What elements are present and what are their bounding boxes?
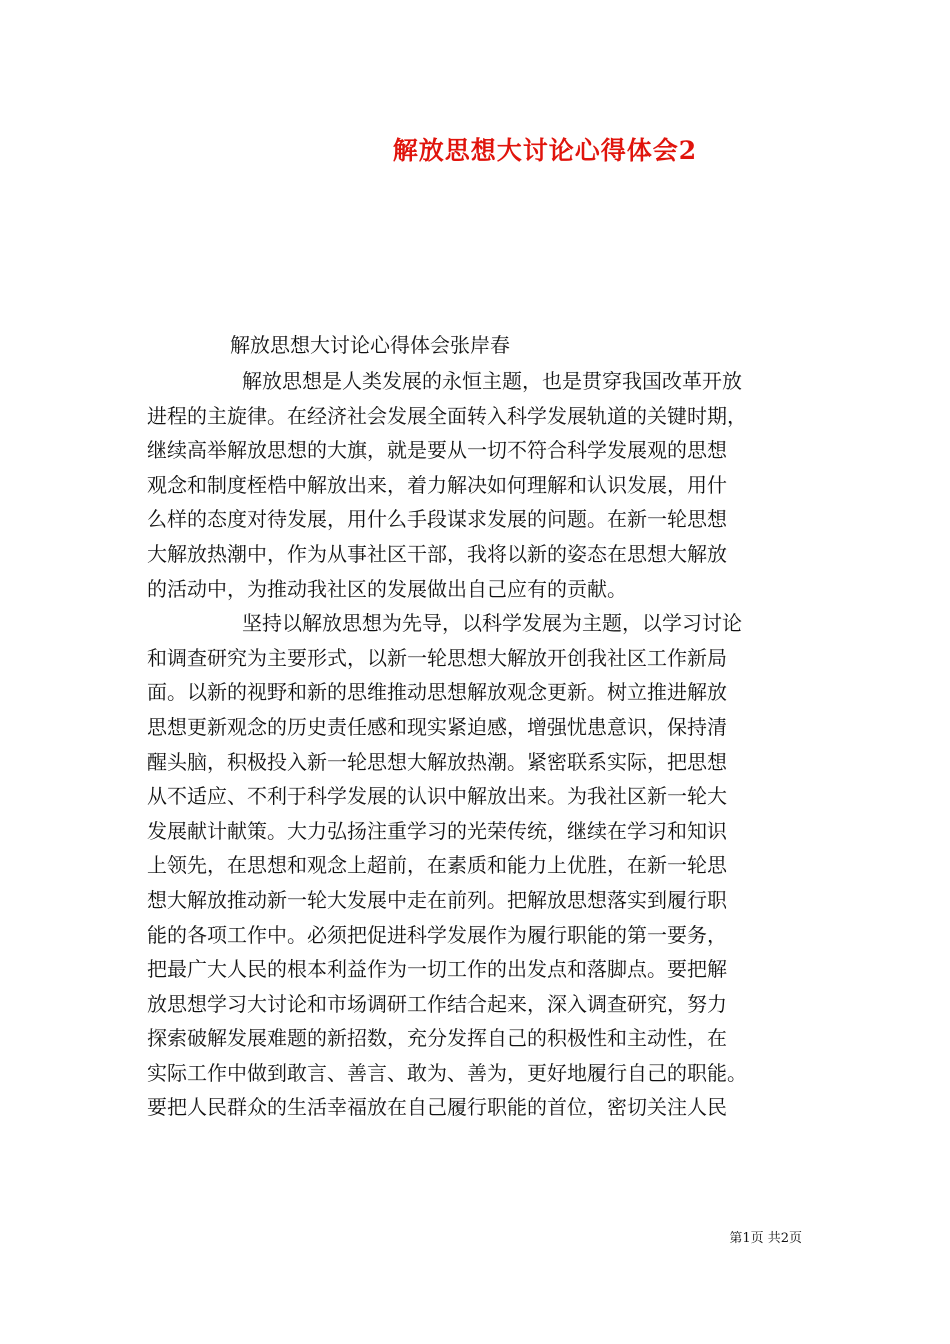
- body-line: 想大解放推动新一轮大发展中走在前列。把解放思想落实到履行职: [147, 887, 727, 912]
- body-line: 么样的态度对待发展，用什么手段谋求发展的问题。在新一轮思想: [147, 507, 727, 532]
- body-line: 解放思想是人类发展的永恒主题，也是贯穿我国改革开放: [242, 369, 742, 393]
- body-line: 从不适应、不利于科学发展的认识中解放出来。为我社区新一轮大: [147, 784, 727, 809]
- body-line: 醒头脑，积极投入新一轮思想大解放热潮。紧密联系实际，把思想: [147, 749, 727, 774]
- page-number-footer: 第1页 共2页: [729, 1231, 802, 1246]
- body-line: 坚持以解放思想为先导，以科学发展为主题，以学习讨论: [242, 611, 742, 636]
- body-line: 和调查研究为主要形式，以新一轮思想大解放开创我社区工作新局: [147, 645, 727, 670]
- document-body: [147, 364, 827, 1125]
- body-line: 进程的主旋律。在经济社会发展全面转入科学发展轨道的关键时期，: [147, 403, 747, 428]
- body-line: 实际工作中做到敢言、善言、敢为、善为，更好地履行自己的职能。: [147, 1060, 747, 1085]
- body-line: 把最广大人民的根本利益作为一切工作的出发点和落脚点。要把解: [147, 957, 727, 982]
- document-subtitle: 解放思想大讨论心得体会张岸春: [230, 333, 510, 357]
- body-line: 面。以新的视野和新的思维推动思想解放观念更新。树立推进解放: [147, 680, 727, 705]
- body-line: 探索破解发展难题的新招数，充分发挥自己的积极性和主动性，在: [147, 1026, 727, 1051]
- body-line: 能的各项工作中。必须把促进科学发展作为履行职能的第一要务，: [147, 922, 727, 947]
- body-line: 放思想学习大讨论和市场调研工作结合起来，深入调查研究，努力: [147, 991, 727, 1016]
- body-line: 要把人民群众的生活幸福放在自己履行职能的首位，密切关注人民: [147, 1095, 727, 1120]
- body-line: 上领先，在思想和观念上超前，在素质和能力上优胜，在新一轮思: [147, 853, 727, 878]
- body-line: 继续高举解放思想的大旗，就是要从一切不符合科学发展观的思想: [147, 438, 727, 463]
- body-line: 观念和制度桎梏中解放出来，着力解决如何理解和认识发展，用什: [147, 472, 727, 497]
- body-line: 发展献计献策。大力弘扬注重学习的光荣传统，继续在学习和知识: [147, 818, 727, 843]
- body-line: 大解放热潮中，作为从事社区干部，我将以新的姿态在思想大解放: [147, 541, 727, 566]
- document-title: 解放思想大讨论心得体会2: [392, 136, 698, 165]
- body-line: 的活动中，为推动我社区的发展做出自己应有的贡献。: [147, 576, 627, 601]
- body-line: 思想更新观念的历史责任感和现实紧迫感，增强忧患意识，保持清: [147, 714, 727, 739]
